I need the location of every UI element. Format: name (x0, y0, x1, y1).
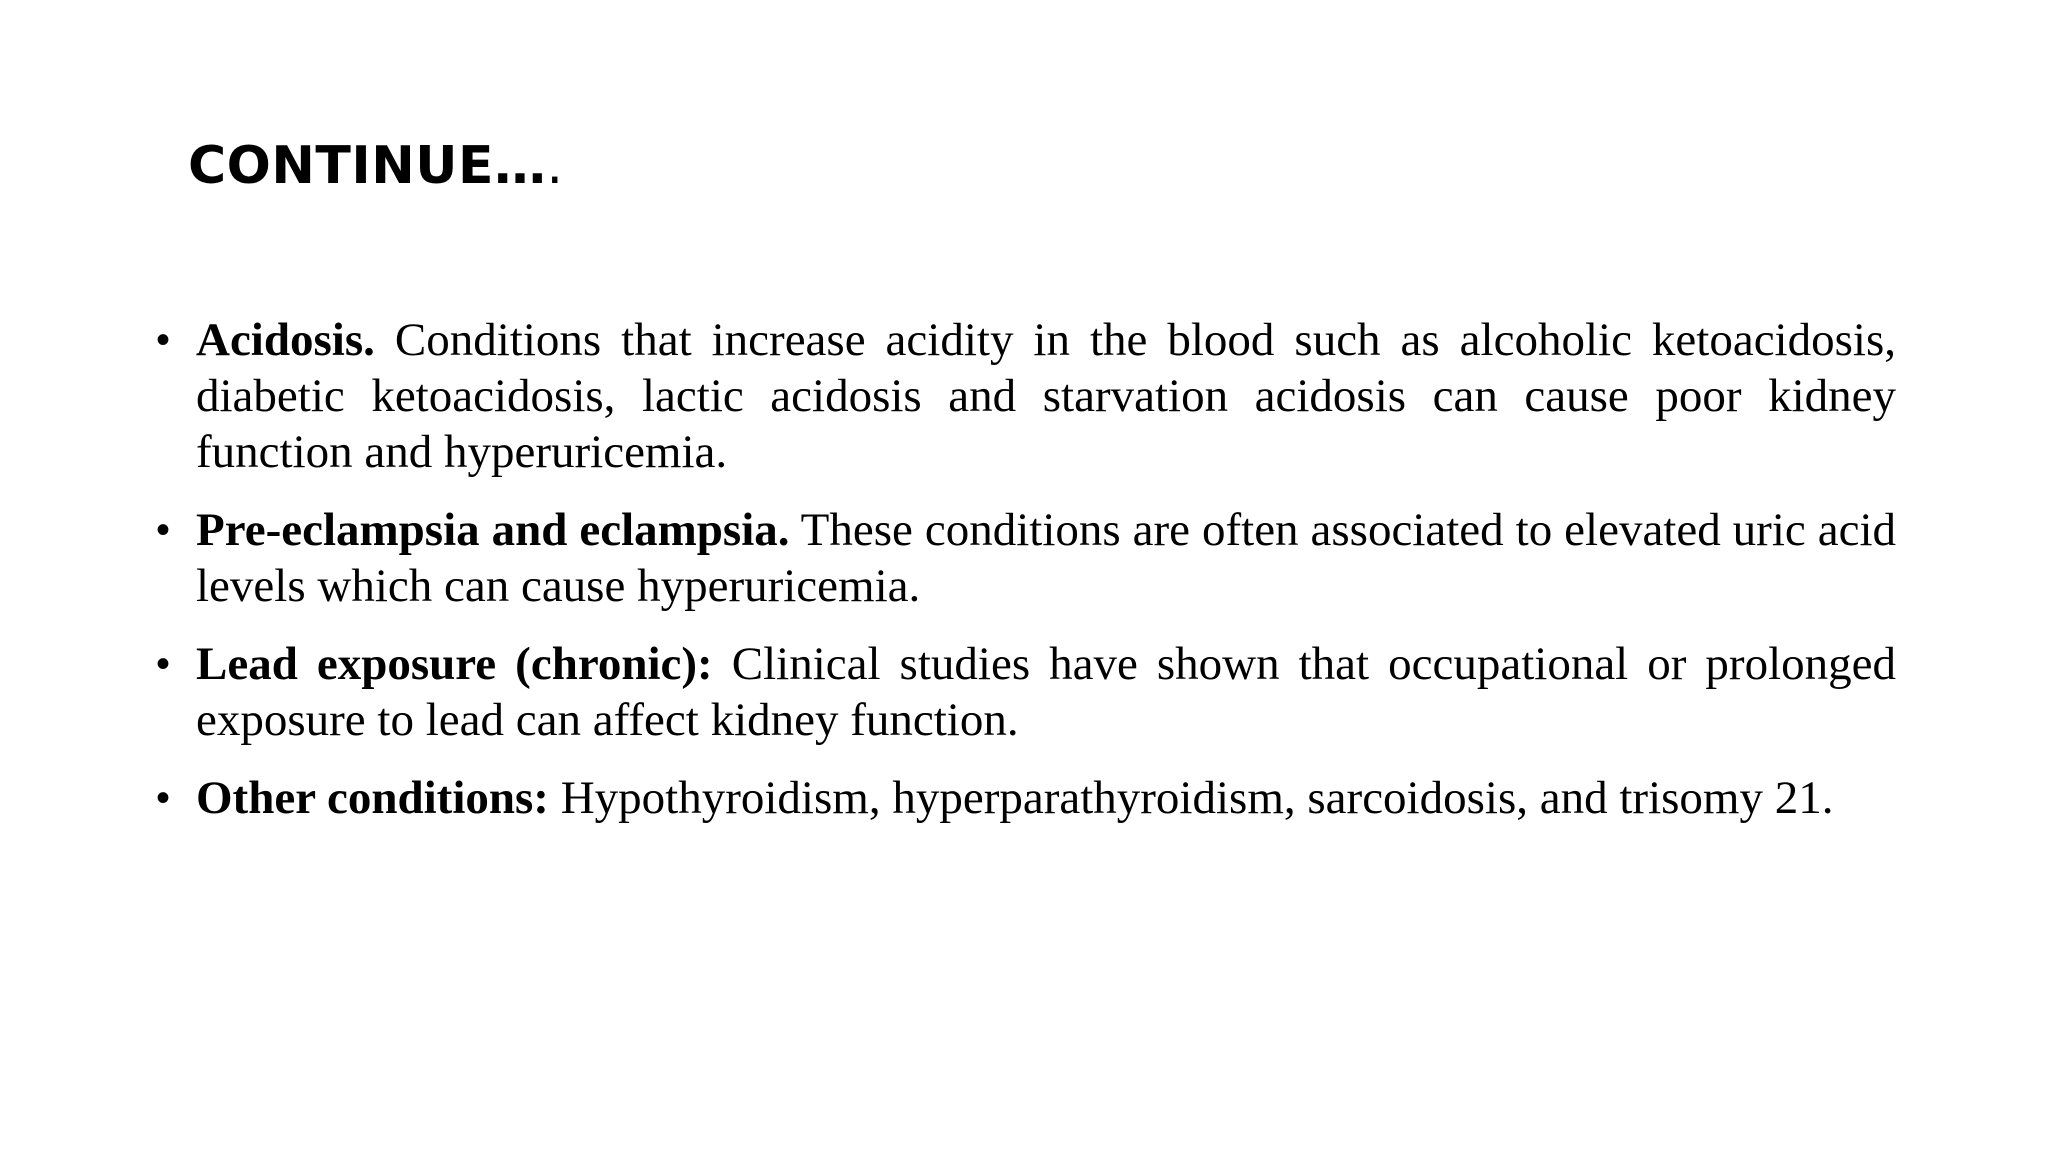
bullet-term: Other conditions: (196, 772, 549, 824)
bullet-dot-icon: • (156, 776, 171, 820)
bullet-text: These conditions are often associated to elevated uric acid levels which can cause hyperuricemia. (196, 504, 1897, 612)
bullet-dot-icon: • (156, 642, 171, 686)
bullet-term: Pre-eclampsia and eclampsia. (196, 504, 790, 556)
bullet-item (156, 502, 1897, 614)
bullet-list (156, 312, 1897, 848)
bullet-dot-icon: • (156, 508, 171, 552)
bullet-text: Conditions that increase acidity in the blood such as alcoholic ketoacidosis, diabetic ketoacidosis, lactic acidosis and starvation acidosis can cause poor kidney function and hyperuricemia. (196, 314, 1896, 478)
bullet-text: Clinical studies have shown that occupational or prolonged exposure to lead can affect kidney function. (196, 638, 1896, 746)
bullet-item (156, 770, 1896, 826)
slide-title-text: CONTINUE… (188, 136, 547, 196)
slide-title-trailing: . (546, 136, 564, 196)
bullet-item (156, 312, 1896, 480)
bullet-term: Acidosis. (196, 314, 375, 366)
bullet-text: Hypothyroidism, hyperparathyroidism, sarcoidosis, and trisomy 21. (548, 772, 1834, 824)
bullet-item (156, 636, 1896, 748)
bullet-term: Lead exposure (chronic): (196, 638, 713, 690)
slide-title (188, 138, 564, 195)
bullet-dot-icon: • (156, 318, 171, 362)
